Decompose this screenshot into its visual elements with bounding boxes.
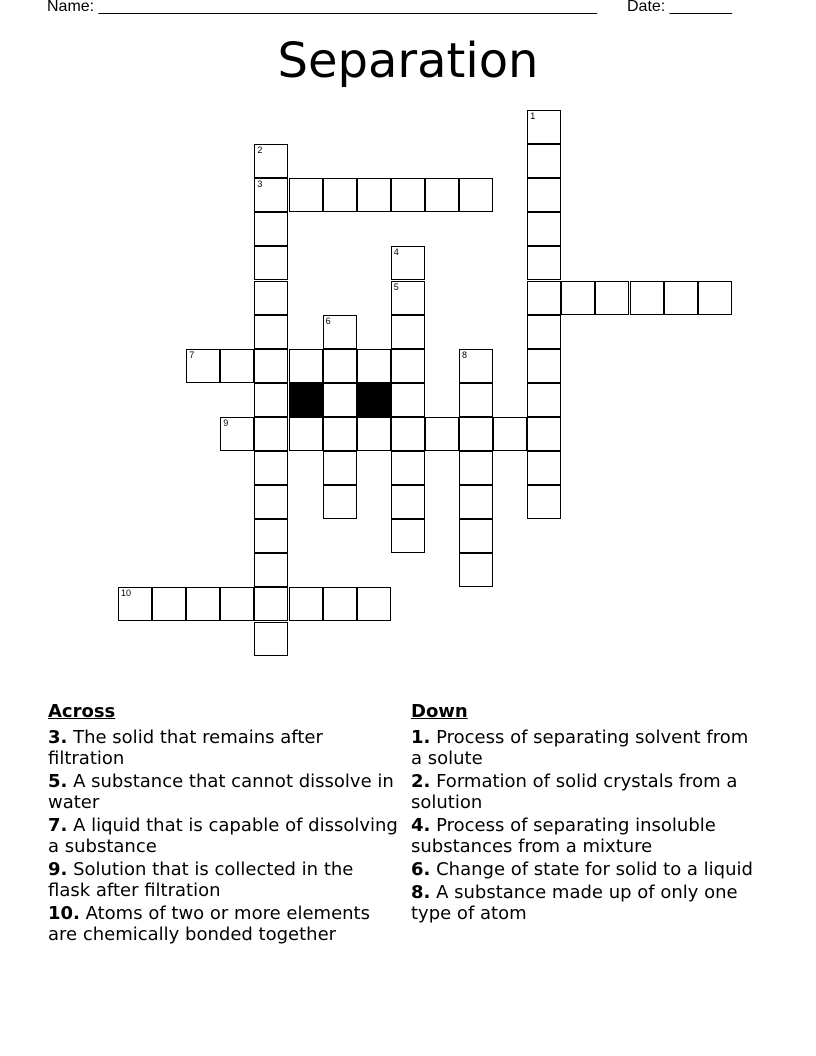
grid-cell[interactable] [186, 587, 220, 621]
grid-cell[interactable] [664, 281, 698, 315]
clue-number: 8 [462, 349, 468, 360]
clue-num: 4. [411, 815, 431, 836]
grid-cell[interactable] [527, 212, 561, 246]
grid-cell[interactable] [391, 417, 425, 451]
clue-num: 9. [48, 859, 68, 880]
grid-cell[interactable] [323, 315, 357, 349]
grid-cell[interactable] [459, 553, 493, 587]
grid-cell[interactable] [391, 349, 425, 383]
grid-cell[interactable] [391, 519, 425, 553]
grid-cell[interactable] [595, 281, 629, 315]
across-clue [48, 771, 398, 813]
grid-cell[interactable] [254, 417, 288, 451]
grid-cell[interactable] [254, 451, 288, 485]
down-clue [411, 727, 761, 769]
grid-cell[interactable] [254, 587, 288, 621]
grid-cell[interactable] [254, 281, 288, 315]
grid-cell[interactable] [459, 178, 493, 212]
clue-number: 5 [393, 281, 399, 292]
clue-number: 3 [257, 179, 263, 190]
grid-cell[interactable] [323, 587, 357, 621]
grid-cell[interactable] [459, 451, 493, 485]
grid-cell[interactable] [220, 349, 254, 383]
grid-cell[interactable] [527, 451, 561, 485]
down-clue [411, 771, 761, 813]
across-clue [48, 815, 398, 857]
clue-text: Process of separating insoluble substances from a mixture [411, 815, 716, 857]
grid-cell[interactable] [698, 281, 732, 315]
grid-cell[interactable] [254, 246, 288, 280]
down-clue [411, 882, 761, 924]
grid-cell[interactable] [527, 383, 561, 417]
across-clue [48, 859, 398, 901]
grid-cell[interactable] [118, 587, 152, 621]
grid-cell[interactable] [391, 246, 425, 280]
grid-cell[interactable] [527, 246, 561, 280]
grid-cell[interactable] [254, 383, 288, 417]
clue-number: 6 [325, 315, 331, 326]
clue-num: 3. [48, 727, 68, 748]
grid-cell[interactable] [357, 417, 391, 451]
down-clue [411, 859, 761, 880]
clue-num: 2. [411, 771, 431, 792]
grid-cell[interactable] [459, 383, 493, 417]
grid-cell[interactable] [561, 281, 595, 315]
grid-cell[interactable] [357, 349, 391, 383]
down-clues [411, 701, 761, 926]
down-heading: Down [411, 701, 468, 722]
clue-num: 8. [411, 882, 431, 903]
clue-number: 1 [530, 111, 536, 121]
down-clue [411, 815, 761, 857]
clue-number: 7 [189, 349, 195, 360]
clue-number: 10 [121, 588, 132, 599]
grid-cell[interactable] [527, 315, 561, 349]
grid-cell[interactable] [425, 178, 459, 212]
clue-num: 5. [48, 771, 68, 792]
grid-cell[interactable] [254, 622, 288, 656]
across-clue [48, 903, 398, 945]
grid-cell[interactable] [323, 383, 357, 417]
across-clue-list [48, 727, 398, 945]
grid-cell[interactable] [391, 281, 425, 315]
grid-cell[interactable] [254, 178, 288, 212]
grid-cell[interactable] [220, 417, 254, 451]
grid-cell[interactable] [459, 485, 493, 519]
date-field-label: Date: _______ [627, 0, 732, 15]
grid-cell[interactable] [459, 417, 493, 451]
clue-num: 1. [411, 727, 431, 748]
clue-text: Change of state for solid to a liquid [430, 859, 753, 880]
grid-cell[interactable] [357, 178, 391, 212]
grid-cell[interactable] [493, 417, 527, 451]
grid-cell[interactable] [254, 553, 288, 587]
clue-text: Formation of solid crystals from a solution [411, 771, 738, 813]
grid-cell[interactable] [527, 349, 561, 383]
clue-text: Atoms of two or more elements are chemically bonded together [48, 903, 370, 945]
grid-cell[interactable] [391, 485, 425, 519]
name-field-label: Name: ________________________________________________________ [47, 0, 597, 15]
clue-text: A substance made up of only one type of atom [411, 882, 738, 924]
grid-cell-blocked [289, 383, 323, 417]
grid-cell[interactable] [527, 144, 561, 178]
clue-number: 9 [223, 417, 229, 428]
clue-num: 6. [411, 859, 431, 880]
across-heading: Across [48, 701, 116, 722]
grid-cell[interactable] [527, 178, 561, 212]
grid-cell[interactable] [357, 587, 391, 621]
grid-cell[interactable] [254, 144, 288, 178]
grid-cell[interactable] [527, 485, 561, 519]
grid-cell[interactable] [425, 417, 459, 451]
grid-cell[interactable] [323, 451, 357, 485]
clue-text: The solid that remains after filtration [48, 727, 323, 769]
clue-text: A substance that cannot dissolve in water [48, 771, 394, 813]
clue-text: A liquid that is capable of dissolving a substance [48, 815, 398, 857]
grid-cell[interactable] [254, 519, 288, 553]
clue-text: Process of separating solvent from a solute [411, 727, 749, 769]
grid-cell[interactable] [289, 178, 323, 212]
grid-cell[interactable] [323, 417, 357, 451]
grid-cell[interactable] [254, 212, 288, 246]
grid-cell[interactable] [323, 485, 357, 519]
grid-cell[interactable] [527, 281, 561, 315]
grid-cell[interactable] [527, 110, 561, 144]
grid-cell[interactable] [459, 349, 493, 383]
clue-num: 10. [48, 903, 80, 924]
across-clues [48, 701, 398, 947]
grid-cell[interactable] [254, 315, 288, 349]
grid-cell[interactable] [459, 519, 493, 553]
clue-number: 4 [393, 247, 399, 258]
grid-cell[interactable] [152, 587, 186, 621]
grid-cell[interactable] [391, 315, 425, 349]
across-clue [48, 727, 398, 769]
down-clue-list [411, 727, 761, 924]
grid-cell[interactable] [527, 417, 561, 451]
grid-cell[interactable] [630, 281, 664, 315]
grid-cell[interactable] [391, 178, 425, 212]
grid-cell[interactable] [186, 349, 220, 383]
clue-text: Solution that is collected in the flask after filtration [48, 859, 354, 901]
grid-cell[interactable] [323, 178, 357, 212]
grid-cell[interactable] [289, 587, 323, 621]
grid-cell[interactable] [323, 349, 357, 383]
grid-cell[interactable] [391, 451, 425, 485]
grid-cell-blocked [357, 383, 391, 417]
clue-number: 2 [257, 145, 263, 156]
grid-cell[interactable] [220, 587, 254, 621]
grid-cell[interactable] [391, 383, 425, 417]
grid-cell[interactable] [254, 485, 288, 519]
grid-cell[interactable] [289, 349, 323, 383]
page-title: Separation [277, 33, 539, 89]
grid-cell[interactable] [289, 417, 323, 451]
clue-num: 7. [48, 815, 68, 836]
grid-cell[interactable] [254, 349, 288, 383]
